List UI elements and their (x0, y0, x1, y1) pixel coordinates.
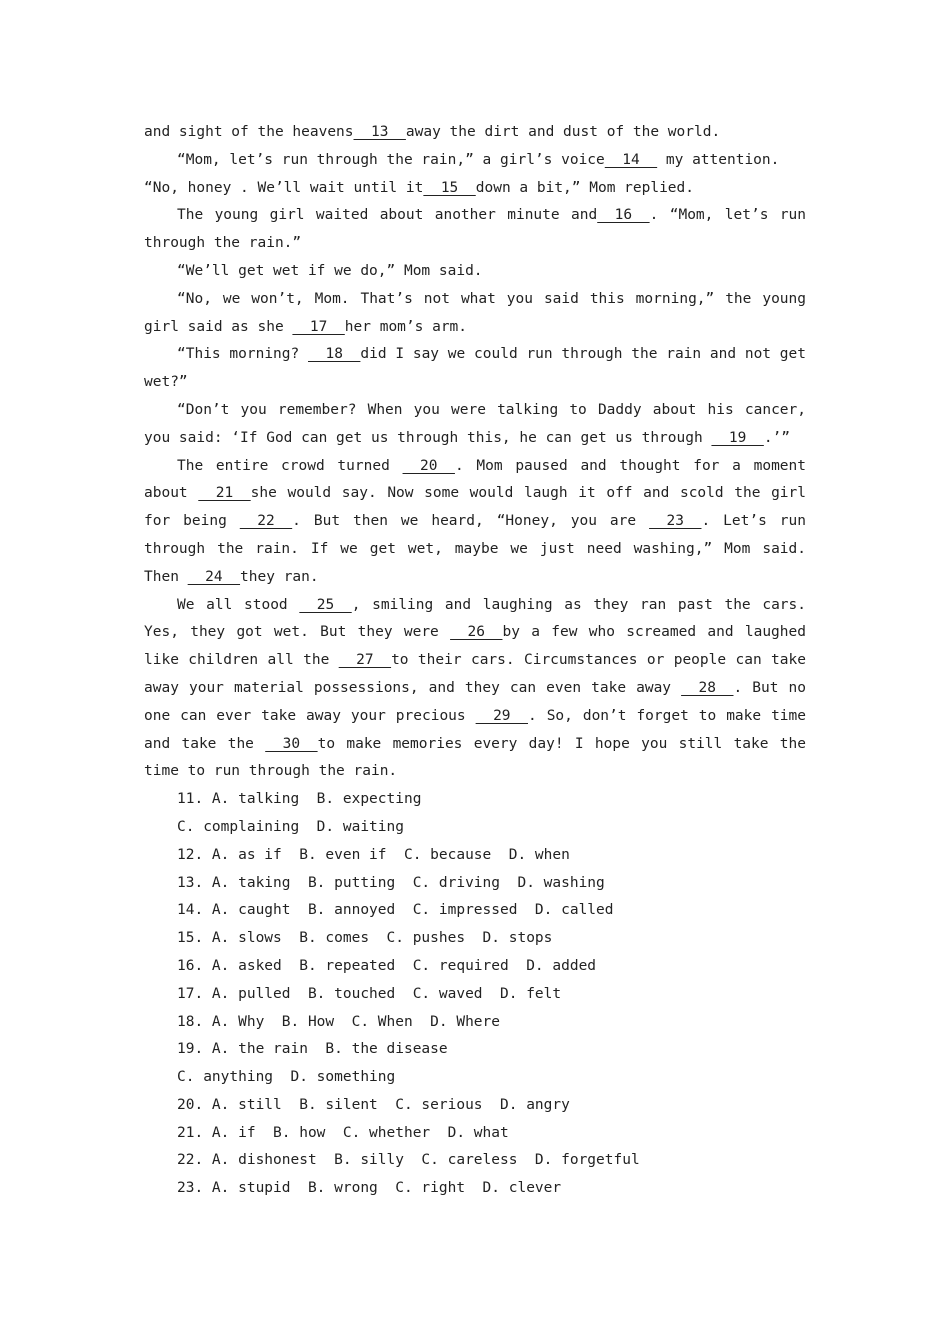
blank-16: 16 (597, 207, 650, 224)
blank-30: 30 (265, 735, 318, 752)
passage-text: . Let’s run through the rain. If we get wet, maybe we just need washing,” Mom said. Then (144, 513, 806, 585)
blank-17: 17 (292, 318, 345, 335)
blank-20: 20 (402, 457, 455, 474)
passage-paragraph (144, 202, 806, 258)
blank-23: 23 (649, 513, 702, 530)
passage-text: “Don’t you remember? When you were talking to Daddy about his cancer, you said: ‘If God can get us through this, he can get us through (144, 401, 806, 446)
passage-text: . But then we heard, “Honey, you are (292, 513, 650, 530)
document-page (144, 119, 806, 1203)
option-line: C. complaining D. waiting (177, 818, 404, 835)
passage-text: did I say we could run through the rain and not get wet?” (144, 346, 806, 391)
passage-text: , smiling and laughing as they ran past the cars. Yes, they got wet. But they were (144, 596, 806, 641)
option-line: 22. A. dishonest B. silly C. careless D. forgetful (177, 1152, 640, 1169)
option-line: 23. A. stupid B. wrong C. right D. clever (177, 1180, 562, 1197)
passage-paragraph (144, 341, 806, 397)
passage-text: and sight of the heavens (144, 124, 354, 140)
blank-19: 19 (711, 429, 764, 446)
passage-paragraph (144, 286, 806, 342)
passage-text: “No, honey . We’ll wait until it (144, 179, 424, 196)
option-line: 19. A. the rain B. the disease (177, 1041, 448, 1058)
passage-paragraph (144, 592, 806, 787)
passage-text: down a bit,” Mom replied. (475, 179, 694, 196)
blank-27: 27 (338, 652, 392, 669)
blank-26: 26 (450, 624, 503, 641)
option-line: 21. A. if B. how C. whether D. what (177, 1124, 509, 1141)
passage-text: “Mom, let’s run through the rain,” a girl’s voice (177, 151, 605, 168)
passage-text: . So, don’t forget to make time and take the (144, 707, 806, 752)
blank-21: 21 (198, 485, 251, 502)
blank-18: 18 (308, 346, 361, 363)
passage-text: The entire crowd turned (177, 457, 403, 474)
passage-text: they ran. (240, 568, 319, 585)
option-line: 15. A. slows B. comes C. pushes D. stops (177, 930, 553, 947)
blank-15: 15 (423, 179, 476, 196)
option-line: 14. A. caught B. annoyed C. impressed D. called (177, 902, 614, 919)
passage-text: by a few who screamed and laughed like children all the (144, 624, 806, 669)
passage-paragraph (144, 397, 806, 453)
passage-text: she would say. Now some would laugh it off and scold the girl for being (144, 485, 806, 530)
passage-text: We all stood (177, 596, 300, 613)
option-line: 11. A. talking B. expecting (177, 791, 422, 808)
passage-text: to their cars. Circumstances or people can take away your material possessions, and they can even take away (144, 652, 806, 696)
option-line: 13. A. taking B. putting C. driving D. washing (177, 874, 605, 891)
passage-text: “This morning? (177, 346, 309, 363)
passage-paragraph (144, 119, 806, 147)
passage-paragraph (144, 175, 806, 203)
blank-25: 25 (299, 596, 352, 613)
option-line: 16. A. asked B. repeated C. required D. added (177, 957, 597, 974)
blank-24: 24 (187, 568, 241, 585)
blank-22: 22 (239, 513, 293, 530)
passage-paragraph (144, 258, 806, 286)
option-line: C. anything D. something (177, 1069, 396, 1086)
blank-13: 13 (353, 124, 406, 140)
passage-text: my attention. (657, 151, 780, 168)
passage-text: “No, we won’t, Mom. That’s not what you said this morning,” the young girl said as she (144, 290, 806, 335)
option-line: 17. A. pulled B. touched C. waved D. felt (177, 985, 562, 1002)
passage-text: .’” (763, 429, 791, 446)
passage-text: . “Mom, let’s run through the rain.” (144, 207, 807, 252)
passage-text: to make memories every day! I hope you still take the time to run through the rain. (144, 735, 806, 780)
blank-29: 29 (475, 707, 528, 724)
option-line: 12. A. as if B. even if C. because D. when (177, 846, 570, 863)
option-line: 20. A. still B. silent C. serious D. angry (177, 1096, 570, 1113)
option-line: 18. A. Why B. How C. When D. Where (177, 1013, 501, 1030)
answer-options (144, 786, 806, 1203)
passage-text: “We’ll get wet if we do,” Mom said. (177, 262, 483, 279)
passage-text: away the dirt and dust of the world. (405, 124, 721, 140)
passage-paragraph (144, 453, 806, 592)
passage-text: . But no one can ever take away your precious (144, 679, 806, 724)
blank-14: 14 (604, 151, 658, 168)
passage (144, 119, 806, 786)
blank-28: 28 (681, 679, 734, 696)
passage-paragraph (144, 147, 806, 175)
passage-text: her mom’s arm. (344, 318, 468, 335)
passage-text: . Mom paused and thought for a moment about (144, 457, 806, 502)
passage-text: The young girl waited about another minute and (177, 207, 598, 224)
